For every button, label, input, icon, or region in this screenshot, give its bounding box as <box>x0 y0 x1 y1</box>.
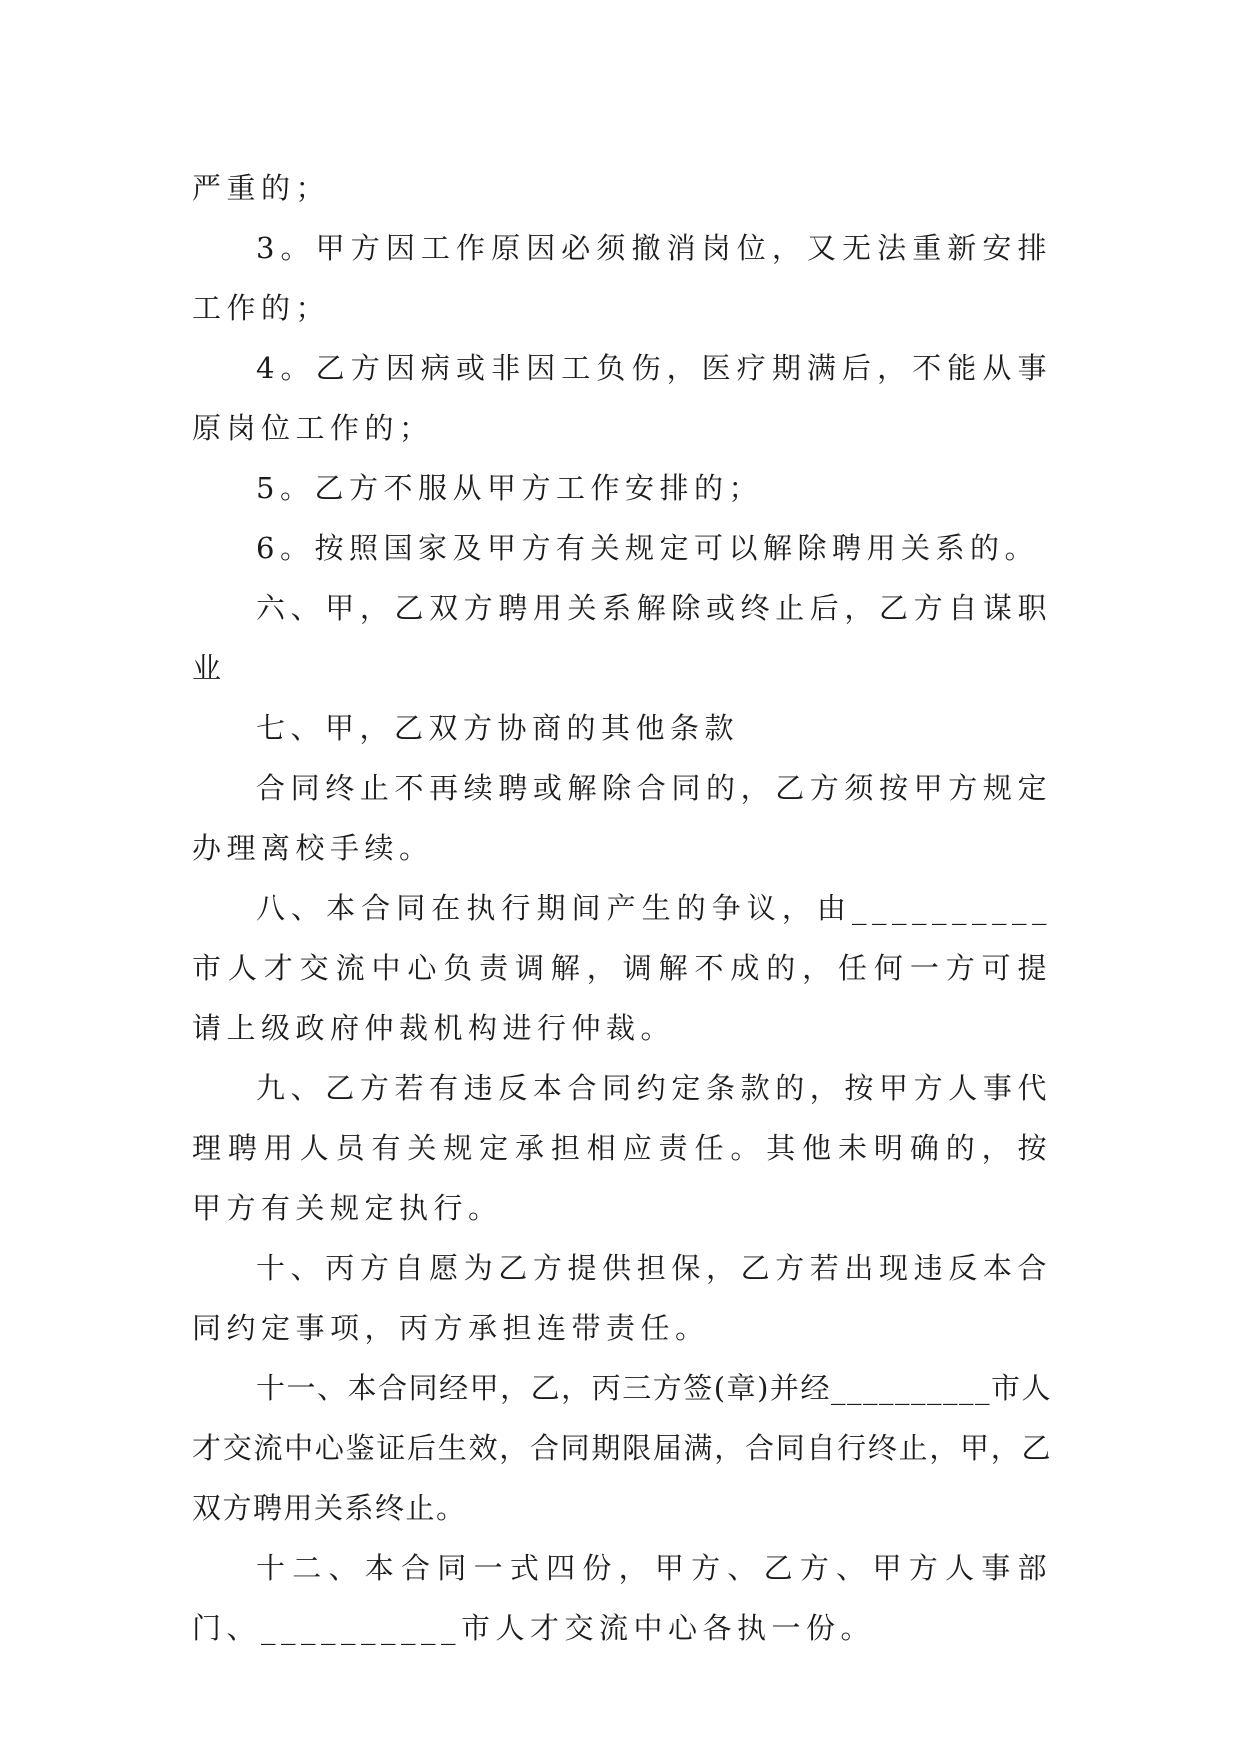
paragraph-item-6: 6。按照国家及甲方有关规定可以解除聘用关系的。 <box>256 531 1039 565</box>
paragraph-clause-12: 十二、本合同一式四份，甲方、乙方、甲方人事部门、__________市人才交流中心各执一份。 <box>192 1551 1052 1645</box>
paragraph-clause-8: 八、本合同在执行期间产生的争议，由__________市人才交流中心负责调解，调解不成的，任何一方可提请上级政府仲裁机构进行仲裁。 <box>192 891 1052 1045</box>
paragraph-continuation: 严重的； <box>192 171 331 205</box>
paragraph-clause-11: 十一、本合同经甲，乙，丙三方签(章)并经__________市人才交流中心鉴证后生效，合同期限届满，合同自行终止，甲，乙双方聘用关系终止。 <box>192 1371 1052 1525</box>
paragraph-clause-10: 十、丙方自愿为乙方提供担保，乙方若出现违反本合同约定事项，丙方承担连带责任。 <box>192 1251 1052 1345</box>
paragraph-clause-6: 六、甲，乙双方聘用关系解除或终止后，乙方自谋职业 <box>192 591 1052 685</box>
paragraph-clause-9: 九、乙方若有违反本合同约定条款的，按甲方人事代理聘用人员有关规定承担相应责任。其他未明确的，按甲方有关规定执行。 <box>192 1071 1052 1225</box>
paragraph-item-4: 4。乙方因病或非因工负伤，医疗期满后，不能从事原岗位工作的； <box>192 351 1052 445</box>
paragraph-clause-7-detail: 合同终止不再续聘或解除合同的，乙方须按甲方规定办理离校手续。 <box>192 771 1052 865</box>
paragraph-item-5: 5。乙方不服从甲方工作安排的； <box>256 471 763 505</box>
paragraph-clause-7: 七、甲，乙双方协商的其他条款 <box>256 711 740 745</box>
document-body <box>192 158 1052 1658</box>
paragraph-item-3: 3。甲方因工作原因必须撤消岗位，又无法重新安排工作的； <box>192 231 1052 325</box>
